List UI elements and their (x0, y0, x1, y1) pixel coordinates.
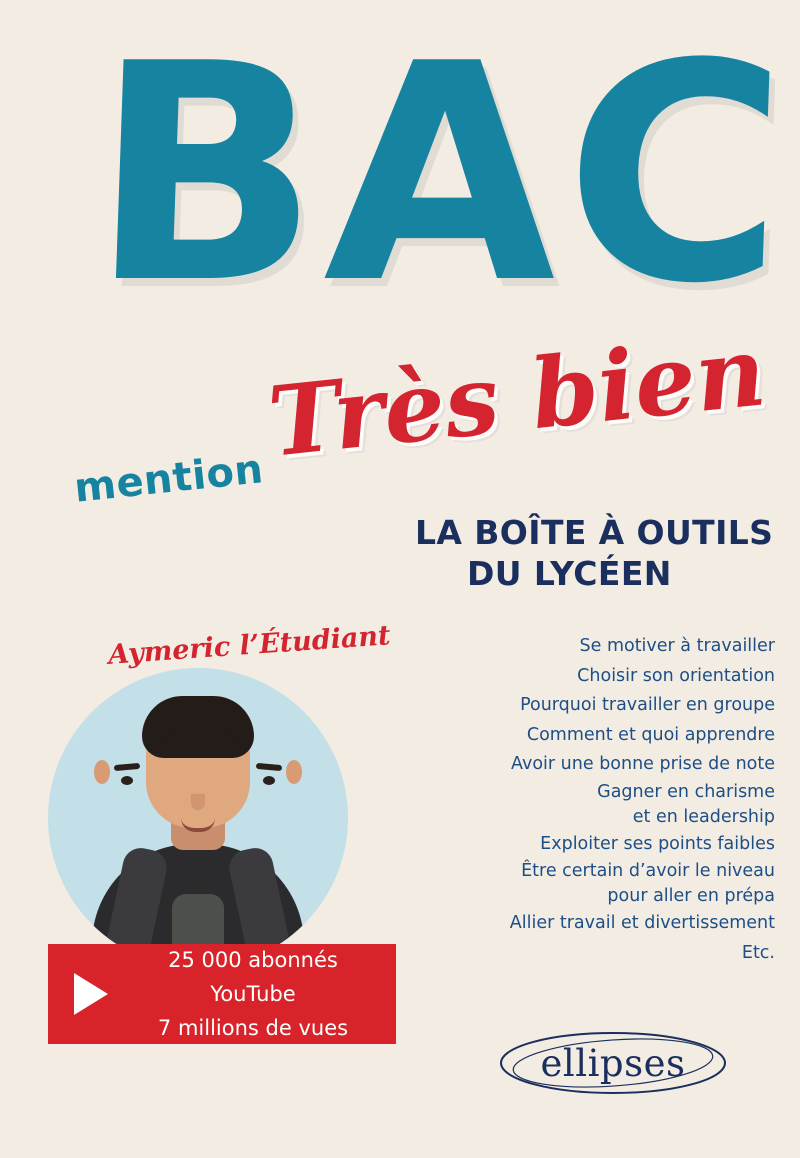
mention-label: mention (72, 446, 266, 512)
topic-list (415, 632, 800, 968)
youtube-stats-banner (48, 944, 396, 1044)
portrait-brow-right (256, 763, 282, 771)
play-icon (74, 973, 108, 1015)
publisher-name: ellipses (540, 1041, 686, 1085)
list-item: Être certain d’avoir le niveau (521, 861, 775, 881)
list-item: Gagner en charisme (597, 781, 775, 802)
list-item: Exploiter ses points faibles (540, 833, 775, 854)
portrait-eye-right (263, 776, 275, 785)
author-name: Aymeric l’Étudiant (107, 620, 392, 671)
portrait-ear-right (286, 760, 302, 784)
main-title: BAC (85, 0, 798, 349)
portrait-brow-left (114, 763, 140, 771)
subtitle-line-1: LA BOÎTE À OUTILS (415, 513, 774, 552)
youtube-stats-text (124, 943, 396, 1045)
list-item: Etc. (741, 942, 775, 963)
list-item: Avoir une bonne prise de note (511, 754, 775, 774)
list-item: Comment et quoi apprendre (526, 724, 775, 745)
portrait-ear-left (94, 760, 110, 784)
portrait-eye-left (121, 776, 133, 785)
list-item: et en leadership (632, 806, 775, 827)
portrait-nose (191, 794, 205, 810)
avatar (48, 668, 348, 968)
publisher-logo (498, 1022, 728, 1104)
youtube-subscribers: 25 000 abonnés YouTube (168, 948, 338, 1006)
list-item: Choisir son orientation (577, 665, 775, 686)
portrait-hair (142, 696, 254, 758)
youtube-views: 7 millions de vues (157, 1016, 349, 1040)
portrait-photo (48, 668, 348, 968)
list-item: Pourquoi travailler en groupe (520, 695, 775, 715)
page-subtitle (415, 512, 775, 594)
script-title: Très bien (263, 314, 771, 479)
subtitle-line-2: DU LYCÉEN (467, 554, 672, 593)
list-item: Allier travail et divertissement (509, 913, 775, 933)
list-item: pour aller en prépa (607, 886, 775, 906)
list-item: Se motiver à travailler (579, 636, 775, 656)
